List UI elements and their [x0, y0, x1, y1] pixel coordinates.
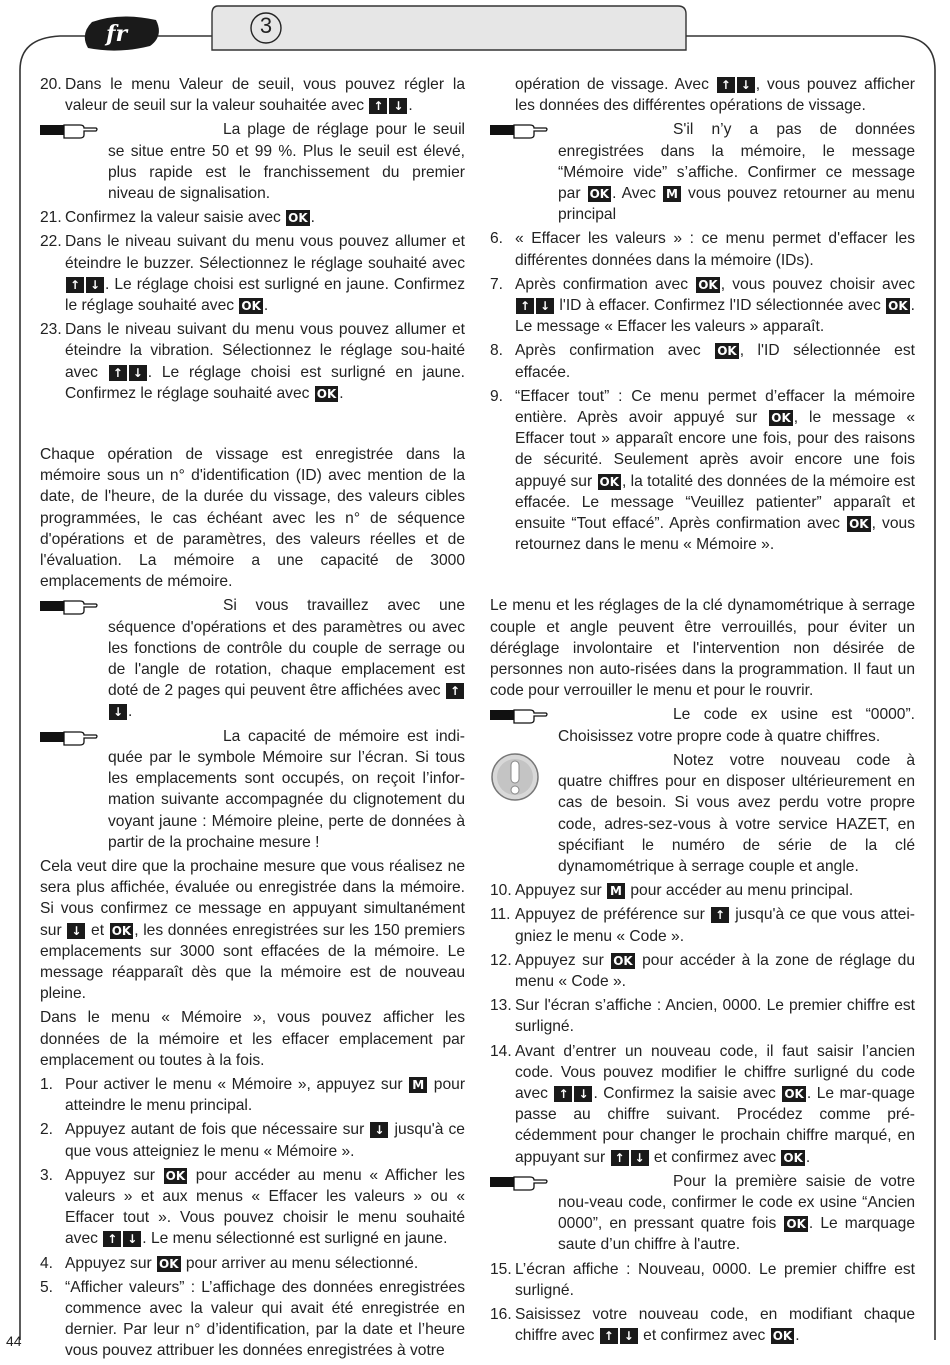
- left-column: [40, 74, 465, 1365]
- pointing-hand-icon: [490, 706, 550, 724]
- code-step-12: 12. Appuyez sur OK pour accéder à la zone de réglage du menu « Code ».: [490, 951, 915, 990]
- ok-key-icon: OK: [111, 923, 132, 938]
- up-key-icon: ↑: [611, 1150, 629, 1166]
- ok-key-icon: OK: [599, 474, 619, 489]
- ok-key-icon: OK: [165, 1168, 186, 1183]
- menu-key-icon: M: [409, 1077, 427, 1093]
- memory-step-3: 3. Appuyez sur OK pour accéder au menu « Afficher les valeurs » et aux menus « Effacer les valeurs » ou « Effacer tout ». Vous pouvez choisir le menu souhaité avec ↑ ↓ . Le menu sélectionné est surligné en jaune.: [40, 1166, 465, 1248]
- ok-key-icon: OK: [849, 517, 869, 532]
- ok-key-icon: OK: [786, 1217, 806, 1232]
- ok-key-icon: OK: [717, 344, 737, 359]
- pointing-hand-icon: [40, 597, 100, 615]
- up-key-icon: ↑: [600, 1328, 618, 1344]
- down-key-icon: ↓: [67, 923, 85, 939]
- note-threshold: La plage de réglage pour le seuil se situe entre 50 et 99 %. Plus le seuil est élevé, plus rapide est le franchissement du premier niveau de signalisation.: [40, 119, 465, 204]
- pointing-hand-icon: [40, 728, 100, 746]
- ok-key-icon: OK: [772, 1329, 793, 1344]
- menu-key-icon: M: [663, 186, 681, 202]
- ok-key-icon: OK: [589, 187, 610, 202]
- memory-step-5-continued: opération de vissage. Avec ↑ ↓ , vous pouvez afficher les données des différentes opérations de vissage.: [515, 76, 915, 115]
- ok-key-icon: OK: [159, 1256, 179, 1271]
- down-key-icon: ↓: [620, 1328, 638, 1344]
- down-key-icon: ↓: [129, 365, 147, 381]
- ok-key-icon: OK: [783, 1150, 803, 1165]
- ok-key-icon: OK: [698, 277, 718, 292]
- ok-key-icon: OK: [784, 1086, 804, 1101]
- code-step-11: 11. Appuyez de préférence sur ↑ jusqu'à ce que vous attei-gniez le menu « Code ».: [490, 906, 915, 945]
- pointing-hand-icon: [490, 121, 550, 139]
- code-step-14: 14. Avant d’entrer un nouveau code, il faut saisir l’ancien code. Vous pouvez modifier le chiffre surligné du code avec ↑ ↓ . Confirmez la saisie avec OK . Le mar-quage passe au chiffre suivant. Procédez comme pré-cédemment pour changer le prochain chiffre marqué, en appuyant sur ↑ ↓ et confirmez avec OK .: [490, 1042, 915, 1166]
- memory-step-7: 7. Après confirmation avec OK , vous pouvez choisir avec ↑ ↓ l'ID à effacer. Confirmez l'ID sélectionnée avec OK . Le message « Effacer les valeurs » apparaît.: [490, 275, 915, 336]
- ok-key-icon: OK: [288, 211, 308, 226]
- note-factory-code: Le code ex usine est “0000”. Choisissez votre propre code à quatre chiffres.: [490, 704, 915, 746]
- down-key-icon: ↓: [536, 298, 554, 314]
- step-22: 22. Dans le niveau suivant du menu vous pouvez allumer et éteindre le buzzer. Sélectionnez le réglage souhaité avec ↑ ↓ . Le réglage choisi est surligné en jaune. Confirmez le réglage souhaité avec OK .: [40, 233, 465, 315]
- step-20: 20. Dans le menu Valeur de seuil, vous pouvez régler la valeur de seuil sur la valeur souhaitée avec ↑ ↓ .: [40, 76, 465, 115]
- menu-key-icon: M: [607, 883, 625, 899]
- step-21: 21. Confirmez la valeur saisie avec OK .: [40, 209, 315, 227]
- code-step-15: 15. L’écran affiche : Nouveau, 0000. Le premier chiffre est surligné.: [490, 1260, 915, 1299]
- up-key-icon: ↑: [554, 1086, 572, 1102]
- down-key-icon: ↓: [574, 1086, 592, 1102]
- memory-step-8: 8. Après confirmation avec OK , l'ID sélectionnée est effacée.: [490, 342, 915, 381]
- up-key-icon: ↑: [369, 98, 387, 114]
- note-warning: Notez votre nouveau code à quatre chiffres pour en disposer ultérieurement en cas de besoin. Si vous avez perdu votre propre code, adres-sez-vous à votre service HAZET, en spécifiant le numéro de série de la clé dynamométrique à serrage couple et angle.: [490, 750, 915, 877]
- code-step-10: 10. Appuyez sur M pour accéder au menu principal.: [490, 882, 854, 900]
- chapter-number: 3: [259, 13, 273, 38]
- up-key-icon: ↑: [103, 1231, 121, 1247]
- exclamation-warning-icon: [490, 752, 540, 802]
- language-badge: fr: [106, 21, 128, 47]
- lock-intro: Le menu et les réglages de la clé dynamométrique à serrage couple et angle peuvent être verrouillés, pour éviter un déréglage involontaire et l'intervention non désirée de personnes non auto-risées dans la programmation. Il faut un code pour verrouiller le menu et pour le rouvrir.: [490, 597, 915, 700]
- down-key-icon: ↓: [631, 1150, 649, 1166]
- down-key-icon: ↓: [86, 277, 104, 293]
- memory-full-paragraph: Cela veut dire que la prochaine mesure que vous réalisez ne sera plus affichée, évaluée ou enregistrée dans la mémoire. Si vous confirmez ce message en appuyant simultanément sur ↓ et OK , les données enregistrées sur les 150 premiers emplacements sur 3000 sont effacées de la mémoire. Le message réapparaît dès que la mémoire est de nouveau pleine.: [40, 857, 465, 1003]
- ok-key-icon: OK: [771, 411, 791, 426]
- memory-step-4: 4. Appuyez sur OK pour arriver au menu sélectionné.: [40, 1254, 419, 1272]
- memory-intro: Chaque opération de vissage est enregistrée dans la mémoire sous un n° d'identification (ID) avec mention de la date, de l'heure, de la durée du vissage, des valeurs cibles programmées, le cas échéant avec les n° de séquence d'opérations et de paramètres, des valeurs réelles et de l'évaluation. La mémoire a une capacité de 3000 emplacements de mémoire.: [40, 446, 465, 591]
- pointing-hand-icon: [490, 1173, 550, 1191]
- step-23: 23. Dans le niveau suivant du menu vous pouvez allumer et éteindre la vibration. Sélectionnez le réglage sou-haité avec ↑ ↓ . Le réglage choisi est surligné en jaune. Confirmez le réglage souhaité avec OK .: [40, 321, 465, 402]
- note-memory-empty: S'il n’y a pas de données enregistrées dans la mémoire, le message “Mémoire vide” s’affiche. Confirmer ce message par OK . Avec M vous pouvez retourner au menu principal: [490, 119, 915, 225]
- memory-step-5: 5. “Afficher valeurs” : L’affichage des données enregistrées commence avec la valeur qui avait été enregistrée en dernier. Par leur n° d’identification, par la date et l’heure vous pouvez attribuer les données enregistrées à votre: [40, 1278, 465, 1360]
- memory-step-1: 1. Pour activer le menu « Mémoire », appuyez sur M pour atteindre le menu principal.: [40, 1075, 466, 1115]
- down-key-icon: ↓: [737, 77, 755, 93]
- code-step-13: 13. Sur l'écran s’affiche : Ancien, 0000. Le premier chiffre est surligné.: [490, 997, 915, 1036]
- pointing-hand-icon: [40, 121, 100, 139]
- up-key-icon: ↑: [516, 298, 534, 314]
- up-key-icon: ↑: [66, 277, 84, 293]
- down-key-icon: ↓: [109, 704, 127, 720]
- down-key-icon: ↓: [389, 98, 407, 114]
- up-key-icon: ↑: [109, 365, 127, 381]
- ok-key-icon: OK: [316, 386, 337, 401]
- up-key-icon: ↑: [711, 907, 729, 923]
- note-capacity: La capacité de mémoire est indi-quée par le symbole Mémoire sur l’écran. Si tous les emplacements sont occupés, on reçoit l’infor-mation suivante accompagnée du clignotement du voyant jaune : Mémoire pleine, perte de données à partir de la prochaine mesure !: [40, 726, 465, 853]
- memory-step-6: 6. « Effacer les valeurs » : ce menu permet d'effacer les différentes données dans la mémoire (IDs).: [490, 230, 915, 269]
- right-column: [490, 74, 915, 1349]
- ok-key-icon: OK: [888, 299, 908, 314]
- up-key-icon: ↑: [717, 77, 735, 93]
- memory-step-2: 2. Appuyez autant de fois que nécessaire sur ↓ jusqu'à ce que vous atteigniez le menu « Mémoire ».: [40, 1121, 465, 1160]
- memory-menu-intro: Dans le menu « Mémoire », vous pouvez afficher les données de la mémoire et les effacer emplacement par emplacement ou toutes à la fois.: [40, 1009, 465, 1069]
- note-first-entry: Pour la première saisie de votre nou-veau code, confirmer le code ex usine “Ancien 0000”, en pressant quatre fois OK . Le marquage saute d’un chiffre à l'autre.: [490, 1171, 915, 1256]
- up-key-icon: ↑: [446, 683, 464, 699]
- page-number: 44: [6, 1333, 22, 1349]
- memory-step-9: 9. “Effacer tout” : Ce menu permet d’effacer la mémoire entière. Après avoir appuyé sur OK , le message « Effacer tout » apparaît encore une fois, pour des raisons de sécurité. Seulement après avoir encore une fois appuyé sur OK , la totalité des données de la mémoire est effacée. Le message “Veuillez patienter” apparaît et ensuite “Tout effacé”. Après confirmation avec OK , vous retournez dans le menu « Mémoire ».: [490, 387, 915, 554]
- code-step-16: 16. Saisissez votre nouveau code, en modifiant chaque chiffre avec ↑ ↓ et confirmez avec OK .: [490, 1305, 915, 1345]
- note-pages: Si vous travaillez avec une séquence d'opérations et des paramètres ou avec les fonctions de contrôle du couple de serrage ou de l'angle de rotation, chaque emplacement est doté de 2 pages qui peuvent être affichées avec ↑↓ .: [40, 595, 465, 722]
- down-key-icon: ↓: [370, 1122, 388, 1138]
- down-key-icon: ↓: [123, 1231, 141, 1247]
- ok-key-icon: OK: [613, 953, 633, 968]
- ok-key-icon: OK: [241, 299, 261, 314]
